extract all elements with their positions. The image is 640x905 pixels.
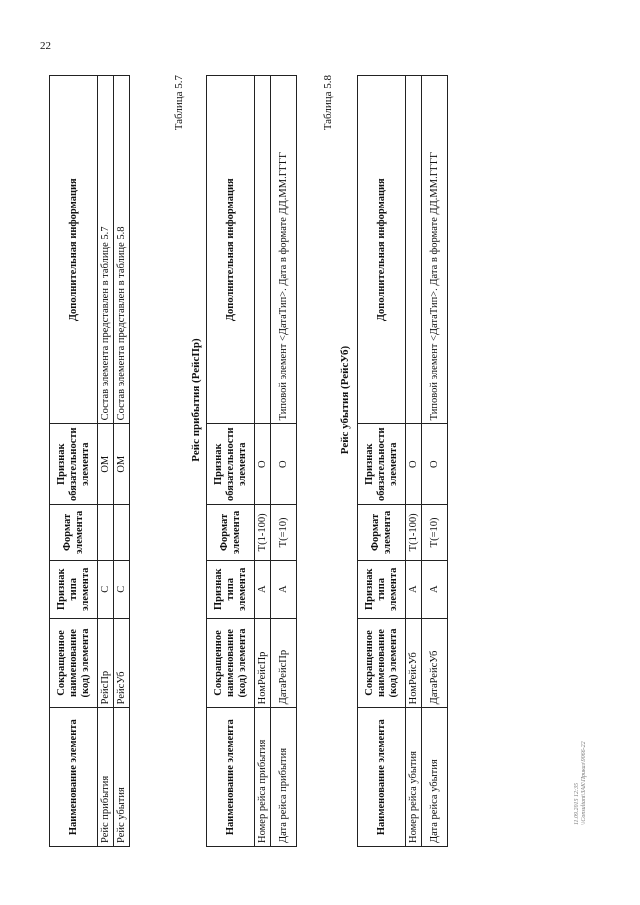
col-header-type: Признак типа элемента [207,560,255,618]
table-top [49,75,130,847]
col-header-info: Дополнительная информация [50,76,98,424]
table-header-row [50,76,98,847]
table-row [406,76,422,847]
cell-type: А [406,560,422,618]
table-5-8 [357,75,448,847]
table-header-row [358,76,406,847]
scan-note [574,645,588,825]
cell-required: О [406,424,422,505]
table-row [255,76,271,847]
table-row [114,76,130,847]
cell-code: НомРейсУб [406,618,422,708]
cell-info [406,76,422,424]
col-header-name: Наименование элемента [207,708,255,847]
cell-required: О [271,424,297,505]
col-header-code: Сокращенное наименование (код) элемента [207,618,255,708]
scan-note-date: 11.09.2015 12:35 [574,782,580,825]
cell-code: ДатаРейсУб [422,618,448,708]
col-header-name: Наименование элемента [50,708,98,847]
cell-info: Типовой элемент <ДатаТип>. Дата в формате ДД.ММ.ГГГГ [422,76,448,424]
cell-name: Номер рейса убытия [406,708,422,847]
cell-name: Рейс прибытия [98,708,114,847]
table-caption-5-8: Таблица 5.8 [322,75,334,131]
cell-required: О [422,424,448,505]
cell-name: Дата рейса прибытия [271,708,297,847]
cell-format [98,504,114,560]
col-header-type: Признак типа элемента [50,560,98,618]
table-header-row [207,76,255,847]
cell-code: ДатаРейсПр [271,618,297,708]
scan-note-path: \\Consultant\ЗАК\Приказ\9066-22 [581,741,587,825]
cell-code: НомРейсПр [255,618,271,708]
cell-info [255,76,271,424]
table-row [422,76,448,847]
table-5-7 [206,75,297,847]
table-title-5-8: Рейс убытия (РейсУб) [339,345,351,455]
col-header-required: Признак обязательности элемента [207,424,255,505]
col-header-info: Дополнительная информация [207,76,255,424]
cell-required: ОМ [98,424,114,505]
table-title-5-7: Рейс прибытия (РейсПр) [190,338,202,462]
col-header-format: Формат элемента [358,504,406,560]
col-header-format: Формат элемента [207,504,255,560]
cell-code: РейсПр [98,618,114,708]
cell-code: РейсУб [114,618,130,708]
cell-name: Номер рейса прибытия [255,708,271,847]
cell-format: Т(=10) [271,504,297,560]
cell-format: Т(=10) [422,504,448,560]
cell-type: А [422,560,448,618]
cell-required: О [255,424,271,505]
col-header-required: Признак обязательности элемента [50,424,98,505]
cell-type: А [255,560,271,618]
col-header-name: Наименование элемента [358,708,406,847]
cell-type: А [271,560,297,618]
cell-type: С [114,560,130,618]
cell-info: Состав элемента представлен в таблице 5.8 [114,76,130,424]
col-header-info: Дополнительная информация [358,76,406,424]
col-header-required: Признак обязательности элемента [358,424,406,505]
cell-info: Состав элемента представлен в таблице 5.7 [98,76,114,424]
page-number: 22 [40,40,51,52]
col-header-code: Сокращенное наименование (код) элемента [50,618,98,708]
col-header-format: Формат элемента [50,504,98,560]
table-caption-5-7: Таблица 5.7 [173,75,185,131]
cell-format [114,504,130,560]
col-header-type: Признак типа элемента [358,560,406,618]
cell-name: Рейс убытия [114,708,130,847]
cell-format: Т(1-100) [406,504,422,560]
cell-type: С [98,560,114,618]
cell-required: ОМ [114,424,130,505]
table-row [271,76,297,847]
cell-info: Типовой элемент <ДатаТип>. Дата в формате ДД.ММ.ГГГГ [271,76,297,424]
cell-name: Дата рейса убытия [422,708,448,847]
table-row [98,76,114,847]
cell-format: Т(1-100) [255,504,271,560]
col-header-code: Сокращенное наименование (код) элемента [358,618,406,708]
